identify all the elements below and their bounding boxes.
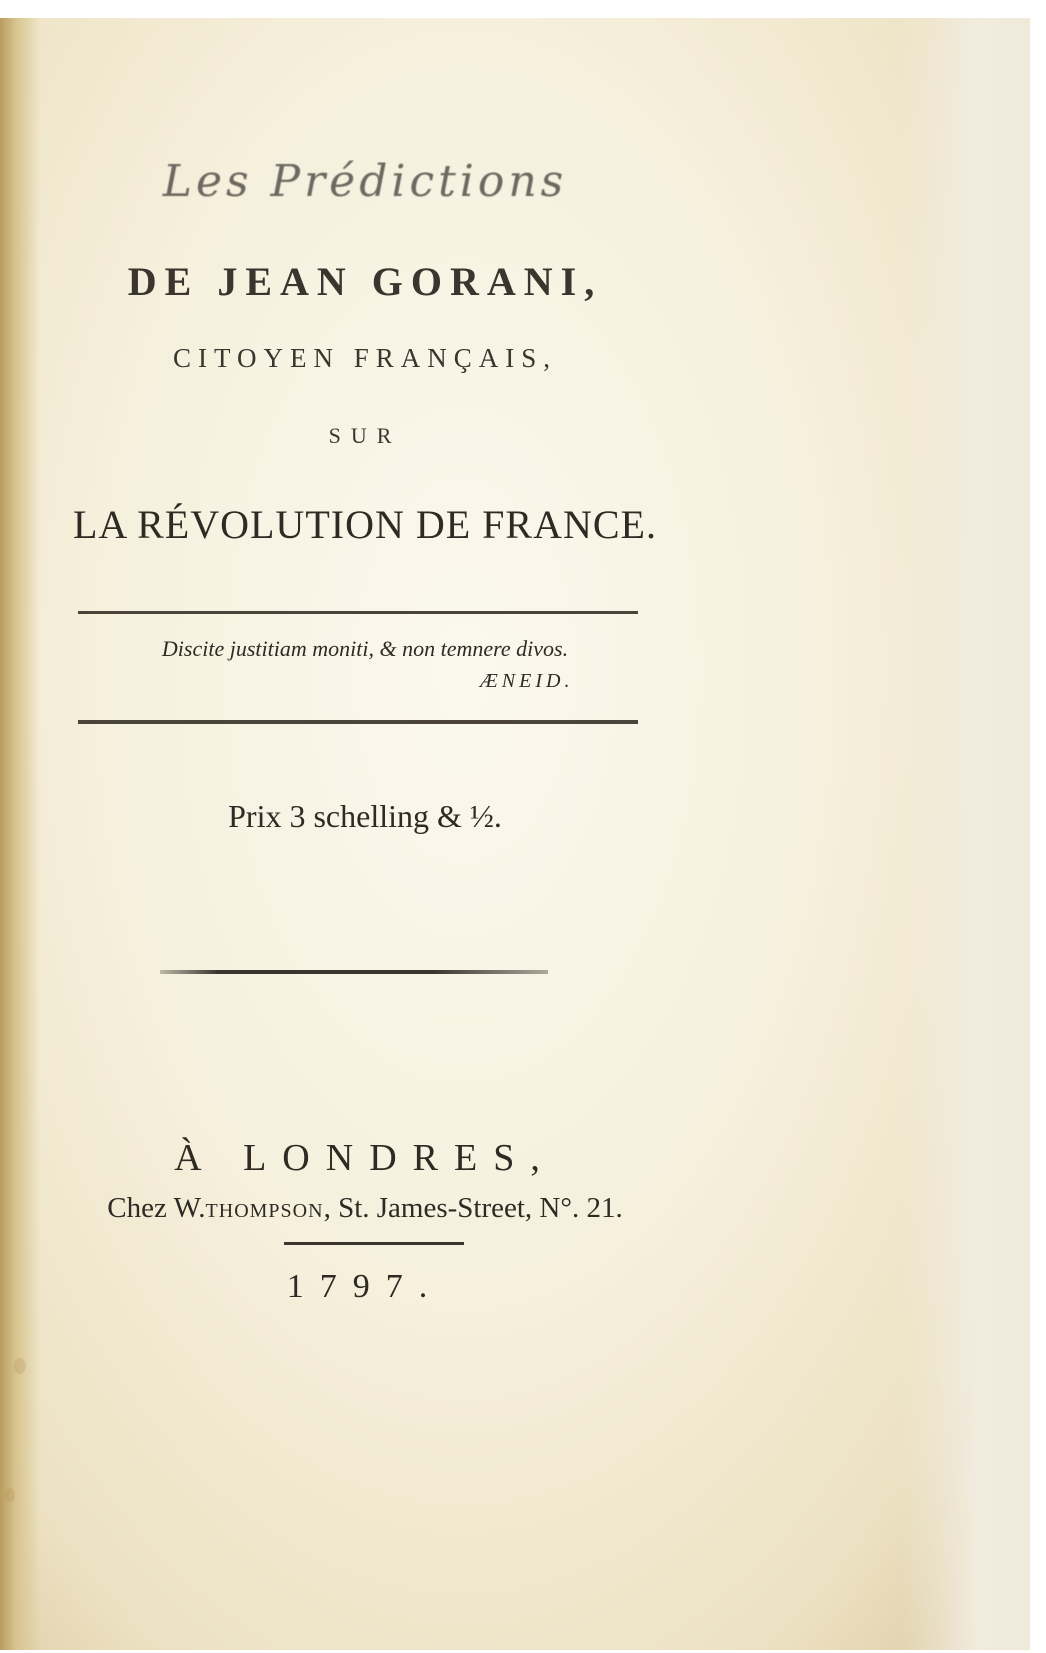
title-page (0, 18, 1030, 1650)
author-descriptor: CITOYEN FRANÇAIS, (172, 343, 558, 373)
title-script: Les Prédictions (162, 156, 568, 207)
preposition-line: SUR (328, 423, 402, 448)
imprint-city: À LONDRES, (174, 1137, 556, 1179)
double-rule-top (78, 611, 638, 614)
ornamental-rule (160, 970, 548, 974)
foxing-stain (14, 1358, 26, 1374)
epigraph-source: ÆNEID. (480, 670, 574, 692)
publisher-prefix: Chez W. (107, 1192, 206, 1224)
price-line: Prix 3 schelling & ½. (228, 798, 502, 834)
page-edge-shadow (0, 18, 40, 1650)
foxing-stain (5, 1488, 15, 1502)
author-line: DE JEAN GORANI, (127, 259, 603, 304)
publisher-name: THOMPSON (205, 1200, 324, 1222)
publication-year: 1797. (286, 1268, 444, 1305)
epigraph: Discite justitiam moniti, & non temnere divos. (161, 636, 569, 661)
publisher-address: , St. James-Street, N°. 21. (323, 1192, 623, 1224)
imprint-publisher (60, 1192, 670, 1225)
subject-line: LA RÉVOLUTION DE FRANCE. (73, 502, 657, 547)
imprint-rule (284, 1242, 464, 1245)
faded-right-margin (900, 18, 1030, 1650)
double-rule-bottom (78, 720, 638, 724)
